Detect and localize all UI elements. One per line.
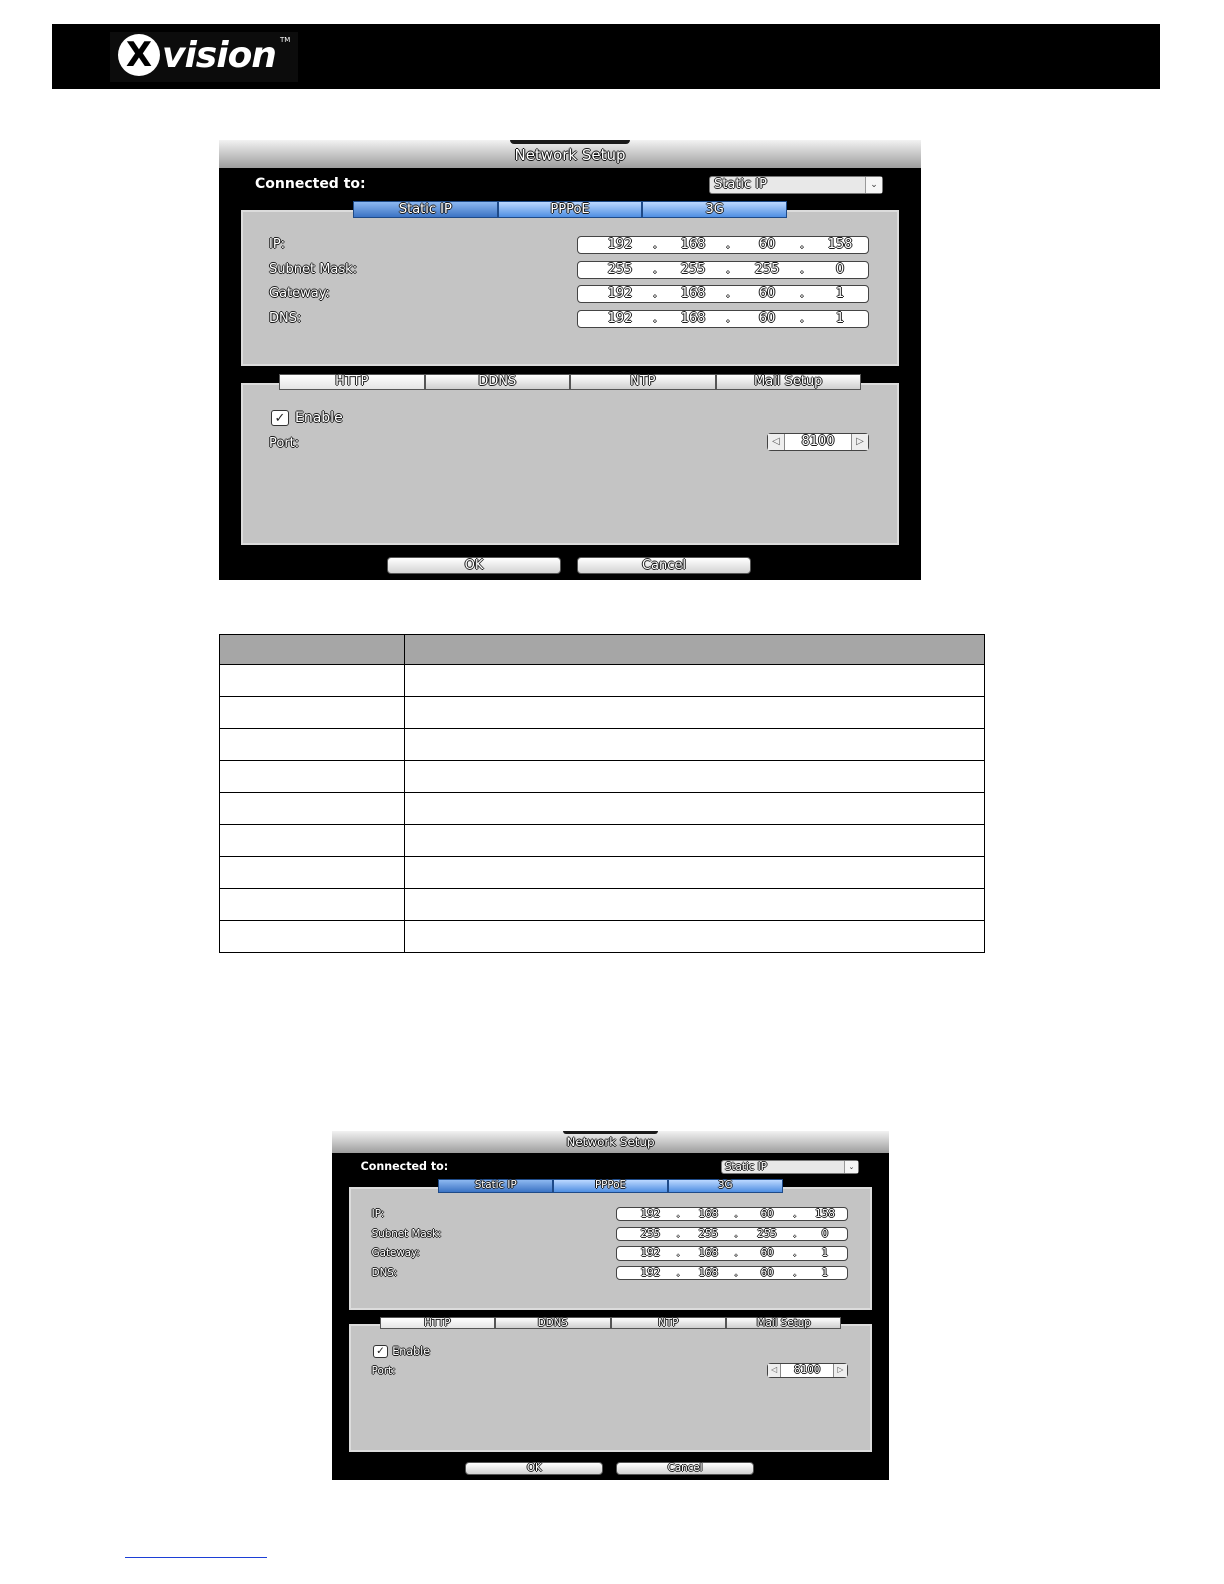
tab-mail-setup[interactable]: Mail Setup [726,1317,841,1330]
table-cell [405,921,985,953]
ip-separator: . [734,1266,738,1279]
ip-octet[interactable]: 0 [835,261,845,277]
table-row [220,761,985,793]
network-setup-dialog [219,140,921,580]
tab-pppoe[interactable]: PPPoE [553,1179,668,1192]
ip-separator: . [793,1208,797,1221]
table-header-row [220,635,985,665]
ip-separator: . [725,311,731,327]
service-tabs [380,1317,842,1330]
table-cell [220,697,405,729]
ip-octet[interactable]: 1 [835,311,845,327]
ip-separator: . [799,261,805,277]
tab-http[interactable]: HTTP [279,374,425,390]
settings-table [219,634,985,953]
titlebar-notch [563,1131,658,1134]
ip-octet[interactable]: 255 [607,261,633,277]
dialog-title: Network Setup [566,1135,655,1149]
ip-separator: . [793,1227,797,1240]
port-value[interactable]: 8100 [801,434,835,449]
port-label: Port: [371,1365,396,1378]
ip-octet[interactable]: 60 [758,237,776,252]
xvision-logo [110,32,298,82]
table-row [220,665,985,697]
field-label: Subnet Mask: [269,261,358,277]
ip-octet[interactable]: 60 [758,311,776,327]
ip-octet[interactable]: 192 [607,286,633,302]
field-label: DNS: [269,311,302,327]
ip-separator: . [652,237,658,252]
ip-octet[interactable]: 60 [758,286,776,302]
ip-separator: . [652,261,658,277]
ip-octet[interactable]: 192 [607,237,633,252]
ip-octet[interactable]: 60 [760,1266,774,1279]
ip-separator: . [799,311,805,327]
ip-octet[interactable]: 168 [698,1208,719,1221]
port-stepper[interactable] [767,433,869,451]
connection-type-value: Static IP [724,1160,767,1173]
table-header-cell [405,635,985,665]
ip-separator: . [676,1208,680,1221]
connection-tabs [438,1179,782,1192]
port-label: Port: [269,436,300,451]
ok-button[interactable]: OK [387,557,561,574]
dialog-titlebar [219,140,921,168]
ip-octet[interactable]: 255 [698,1227,719,1240]
logo-x-mark: X [118,34,160,76]
ip-octet[interactable]: 255 [640,1227,661,1240]
chevron-left-icon[interactable]: ◁ [768,1364,782,1376]
port-stepper[interactable] [767,1363,848,1377]
table-cell [220,857,405,889]
ip-octet[interactable]: 168 [680,286,706,302]
service-settings-panel [349,1324,871,1453]
table-cell [220,761,405,793]
connection-type-select[interactable] [709,176,883,194]
tab-mail-setup[interactable]: Mail Setup [716,374,862,390]
ip-octet[interactable]: 1 [821,1247,829,1260]
connection-tabs [353,201,787,218]
tab-ddns[interactable]: DDNS [495,1317,610,1330]
table-row [220,889,985,921]
table-cell [220,889,405,921]
table-row [220,857,985,889]
ip-octet[interactable]: 1 [821,1266,829,1279]
ip-separator: . [676,1247,680,1260]
ip-octet[interactable]: 168 [680,237,706,252]
ip-separator: . [734,1227,738,1240]
checkmark-icon: ✓ [376,1345,385,1358]
ip-octet[interactable]: 255 [680,261,706,277]
connection-type-select[interactable] [721,1160,859,1174]
ip-separator: . [725,261,731,277]
table-header-cell [220,635,405,665]
ip-separator: . [734,1247,738,1260]
ip-octet[interactable]: 192 [640,1208,661,1221]
ip-octet[interactable]: 0 [821,1227,829,1240]
enable-checkbox[interactable] [271,410,289,426]
connection-type-value: Static IP [714,177,767,192]
ip-octet[interactable]: 168 [698,1247,719,1260]
table-row [220,825,985,857]
ip-separator: . [676,1266,680,1279]
connected-to-label: Connected to: [360,1159,449,1173]
tab-3g[interactable]: 3G [668,1179,783,1192]
ip-separator: . [652,286,658,302]
ip-separator: . [725,237,731,252]
tab-ntp[interactable]: NTP [611,1317,726,1330]
tab-ntp[interactable]: NTP [570,374,716,390]
chevron-down-icon[interactable]: ⌄ [865,177,882,193]
enable-checkbox[interactable] [373,1345,387,1358]
table-cell [220,921,405,953]
ip-octet[interactable]: 60 [760,1247,774,1260]
ip-separator: . [799,237,805,252]
field-label: Gateway: [269,286,330,302]
chevron-left-icon[interactable]: ◁ [768,434,785,450]
field-label: DNS: [371,1266,398,1279]
ip-separator: . [652,311,658,327]
ip-separator: . [734,1208,738,1221]
table-cell [405,889,985,921]
dialog-titlebar [332,1131,889,1153]
ok-button[interactable]: OK [465,1462,603,1475]
ip-octet[interactable]: 192 [607,311,633,327]
field-label: IP: [269,237,286,252]
ip-octet[interactable]: 192 [640,1266,661,1279]
tab-http[interactable]: HTTP [380,1317,495,1330]
port-value[interactable]: 8100 [794,1364,821,1377]
table-row [220,921,985,953]
tab-3g[interactable]: 3G [642,201,787,218]
ip-octet[interactable]: 255 [754,261,780,277]
header-bar [52,24,1160,89]
enable-label: Enable [392,1345,431,1359]
ip-octet[interactable]: 168 [698,1266,719,1279]
ip-address-input[interactable] [577,285,869,303]
enable-label: Enable [295,410,343,426]
field-label: Subnet Mask: [371,1227,442,1240]
service-tabs [279,374,861,390]
ip-octet[interactable]: 158 [815,1208,835,1221]
logo-wordmark: vision [162,35,276,76]
table-cell [405,729,985,761]
network-setup-dialog [332,1131,889,1480]
table-row [220,729,985,761]
table-row [220,793,985,825]
tab-static-ip[interactable]: Static IP [438,1179,553,1192]
table-cell [220,825,405,857]
cancel-button[interactable]: Cancel [616,1462,754,1475]
field-label: Gateway: [371,1247,420,1260]
ip-address-input[interactable] [577,261,869,279]
ip-address-input[interactable] [577,310,869,328]
ip-octet[interactable]: 168 [680,311,706,327]
tab-ddns[interactable]: DDNS [425,374,571,390]
ip-octet[interactable]: 192 [640,1247,661,1260]
table-cell [405,665,985,697]
table-cell [405,761,985,793]
table-cell [220,729,405,761]
ip-octet[interactable]: 158 [827,237,853,252]
ip-octet[interactable]: 60 [760,1208,774,1221]
ip-separator: . [799,286,805,302]
table-cell [405,825,985,857]
cancel-button[interactable]: Cancel [577,557,751,574]
chevron-down-icon[interactable]: ⌄ [844,1161,858,1173]
table-cell [405,857,985,889]
connected-to-label: Connected to: [255,176,366,192]
ip-address-input[interactable] [616,1227,848,1241]
ip-address-input[interactable] [616,1207,848,1221]
tab-pppoe[interactable]: PPPoE [498,201,643,218]
ip-separator: . [793,1247,797,1260]
table-cell [405,697,985,729]
chevron-right-icon[interactable]: ▷ [833,1364,847,1376]
checkmark-icon: ✓ [274,411,286,426]
footer-link-underline [125,1557,267,1558]
table-cell [220,665,405,697]
ip-separator: . [676,1227,680,1240]
chevron-right-icon[interactable]: ▷ [851,434,868,450]
ip-octet[interactable]: 255 [757,1227,777,1240]
dialog-title: Network Setup [514,146,626,164]
table-row [220,697,985,729]
ip-separator: . [793,1266,797,1279]
service-settings-panel [241,383,899,545]
ip-address-input[interactable] [616,1246,848,1260]
ip-separator: . [725,286,731,302]
ip-address-input[interactable] [577,236,869,254]
logo-trademark: TM [280,36,291,44]
field-label: IP: [371,1208,385,1221]
ip-address-input[interactable] [616,1266,848,1280]
tab-static-ip[interactable]: Static IP [353,201,498,218]
table-cell [220,793,405,825]
titlebar-notch [510,140,630,144]
table-cell [405,793,985,825]
ip-octet[interactable]: 1 [835,286,845,302]
